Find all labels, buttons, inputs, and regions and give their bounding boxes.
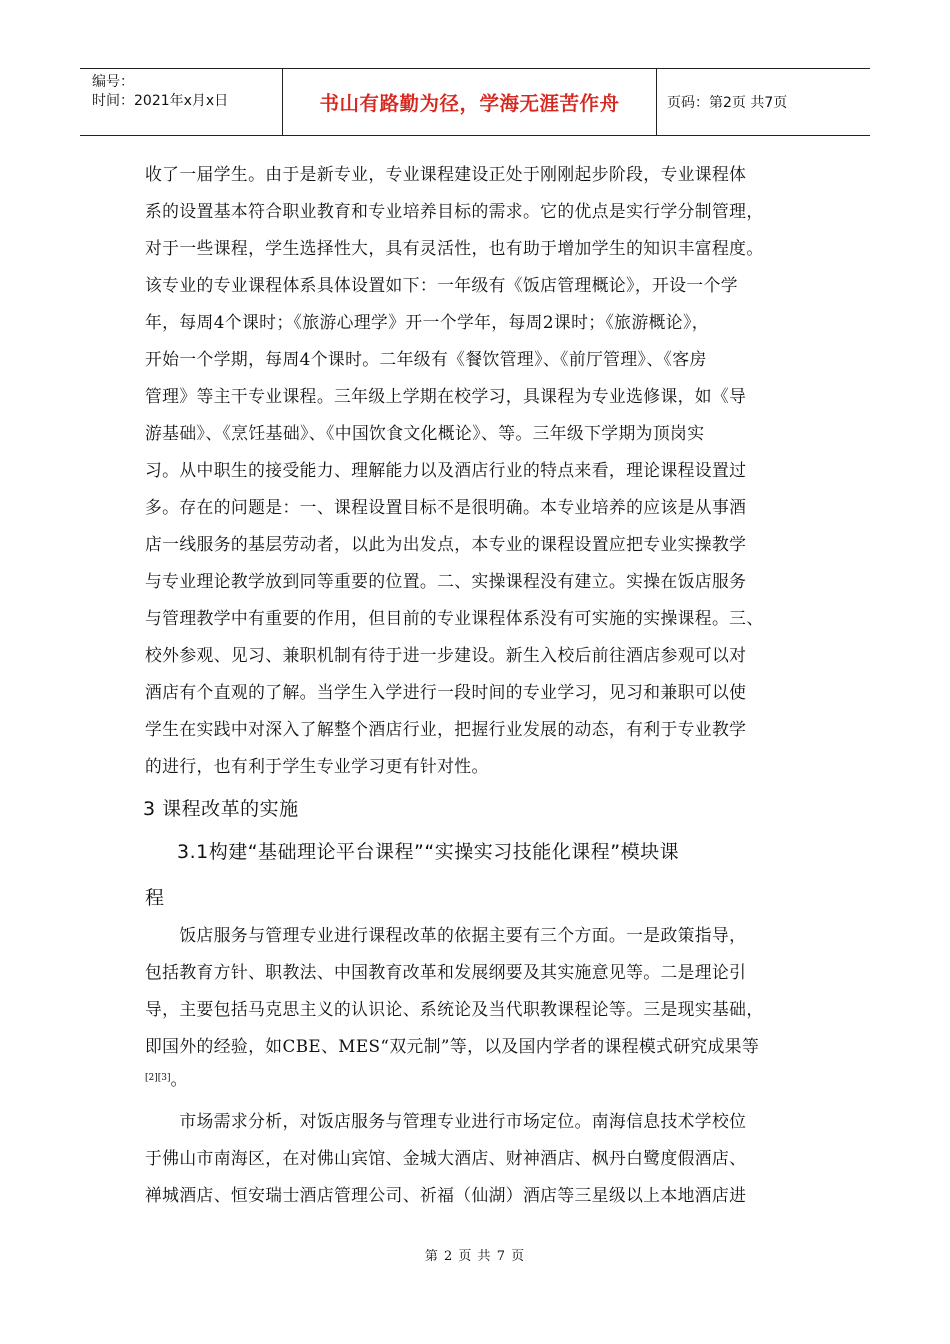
text-line: 与管理教学中有重要的作用，但目前的专业课程体系没有可实施的实操课程。三、 <box>145 608 764 628</box>
citation-reference: [2][3] <box>145 1073 171 1083</box>
page-footer: 第 2 页 共 7 页 <box>424 1249 526 1264</box>
text-line: 的进行，也有利于学生专业学习更有针对性。 <box>145 756 489 776</box>
text-line: 管理》等主干专业课程。三年级上学期在校学习，具课程为专业选修课，如《导 <box>145 386 747 406</box>
header-page-code: 页码：第2页 共7页 <box>667 95 788 111</box>
text-line: 游基础》、《烹饪基础》、《中国饮食文化概论》、等。三年级下学期为顶岗实 <box>145 423 705 443</box>
text-line: 系的设置基本符合职业教育和专业培养目标的需求。它的优点是实行学分制管理， <box>145 201 764 221</box>
text-line: 于佛山市南海区，在对佛山宾馆、金城大酒店、财神酒店、枫丹白鹭度假酒店、 <box>145 1148 747 1168</box>
text-line: 对于一些课程，学生选择性大，具有灵活性，也有助于增加学生的知识丰富程度。 <box>145 238 764 258</box>
subsection-heading-line: 程 <box>145 887 165 909</box>
paragraph-market-analysis <box>145 1103 835 1214</box>
text-line: 市场需求分析，对饭店服务与管理专业进行市场定位。南海信息技术学校位 <box>145 1111 747 1131</box>
text-line: 店一线服务的基层劳动者，以此为出发点，本专业的课程设置应把专业实操教学 <box>145 534 747 554</box>
text-line: 导，主要包括马克思主义的认识论、系统论及当代职教课程论等。三是现实基础， <box>145 999 764 1019</box>
paragraph-reform-basis <box>145 917 835 1065</box>
text-line: 收了一届学生。由于是新专业，专业课程建设正处于刚刚起步阶段，专业课程体 <box>145 164 747 184</box>
section-heading: 3 课程改革的实施 <box>143 798 299 820</box>
text-line: 禅城酒店、恒安瑞士酒店管理公司、祈福（仙湖）酒店等三星级以上本地酒店进 <box>145 1185 747 1205</box>
paragraph-course-system <box>145 156 835 785</box>
citation-line <box>145 1065 835 1099</box>
text-line: 饭店服务与管理专业进行课程改革的依据主要有三个方面。一是政策指导， <box>145 925 747 945</box>
text-line: 开始一个学期，每周4个课时。二年级有《餐饮管理》、《前厅管理》、《客房 <box>145 349 707 369</box>
subsection-heading-line: 3.1构建“基础理论平台课程”“实操实习技能化课程”模块课 <box>177 841 680 863</box>
header-info-cell <box>80 69 283 135</box>
text-line: 包括教育方针、职教法、中国教育改革和发展纲要及其实施意见等。二是理论引 <box>145 962 747 982</box>
page-header <box>80 68 870 136</box>
text-line: 多。存在的问题是：一、课程设置目标不是很明确。本专业培养的应该是从事酒 <box>145 497 747 517</box>
text-line: 该专业的专业课程体系具体设置如下：一年级有《饭店管理概论》，开设一个学 <box>145 275 738 295</box>
subsection-heading <box>145 829 835 875</box>
text-line: 校外参观、见习、兼职机制有待于进一步建设。新生入校后前往酒店参观可以对 <box>145 645 747 665</box>
header-motto: 书山有路勤为径，学海无涯苦作舟 <box>283 69 657 135</box>
text-line: 学生在实践中对深入了解整个酒店行业，把握行业发展的动态，有利于专业教学 <box>145 719 747 739</box>
text-line: 与专业理论教学放到同等重要的位置。二、实操课程没有建立。实操在饭店服务 <box>145 571 747 591</box>
text-line: 即国外的经验，如CBE、MES“双元制”等，以及国内学者的课程模式研究成果等 <box>145 1036 760 1056</box>
document-body <box>145 156 835 1214</box>
document-date-label: 时间：2021年x月x日 <box>92 93 229 109</box>
citation-tail: 。 <box>170 1069 188 1089</box>
text-line: 年，每周4个课时；《旅游心理学》开一个学年，每周2课时；《旅游概论》， <box>145 312 709 332</box>
document-number-label: 编号： <box>92 74 134 90</box>
text-line: 习。从中职生的接受能力、理解能力以及酒店行业的特点来看，理论课程设置过 <box>145 460 747 480</box>
text-line: 酒店有个直观的了解。当学生入学进行一段时间的专业学习，见习和兼职可以使 <box>145 682 747 702</box>
